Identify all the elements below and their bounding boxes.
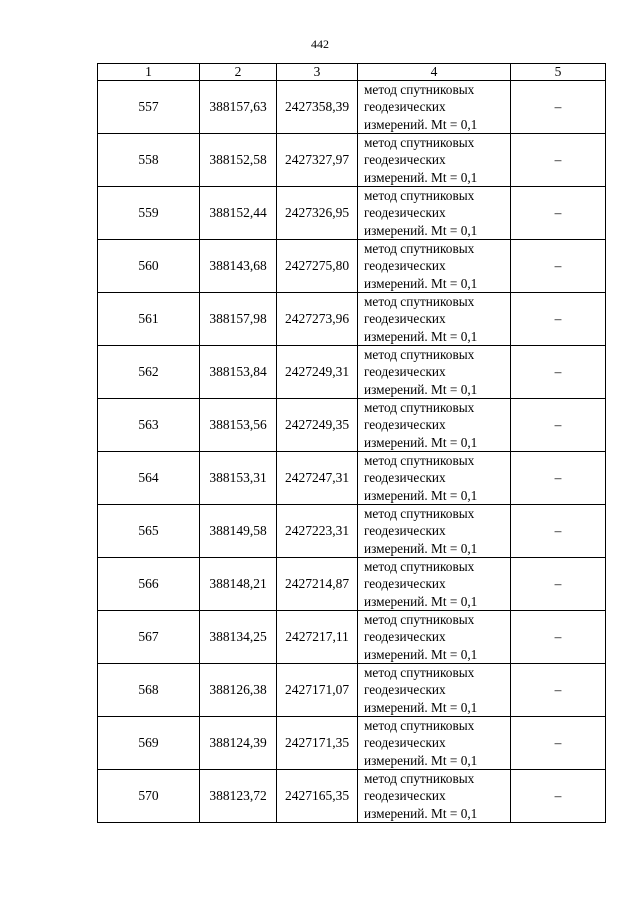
method-cell bbox=[358, 558, 511, 611]
point-number-cell: 569 bbox=[98, 717, 200, 770]
method-line-3: измерений. Mt = 0,1 bbox=[364, 116, 478, 132]
method-cell bbox=[358, 134, 511, 187]
point-number-cell: 566 bbox=[98, 558, 200, 611]
point-number-cell: 565 bbox=[98, 505, 200, 558]
table-row bbox=[98, 770, 606, 823]
method-line-3: измерений. Mt = 0,1 bbox=[364, 593, 478, 609]
description-cell: – bbox=[511, 558, 606, 611]
description-cell: – bbox=[511, 293, 606, 346]
method-line-3: измерений. Mt = 0,1 bbox=[364, 222, 478, 238]
method-line-1: метод спутниковых bbox=[364, 771, 475, 787]
method-line-1: метод спутниковых bbox=[364, 347, 475, 363]
method-line-3: измерений. Mt = 0,1 bbox=[364, 275, 478, 291]
method-line-3: измерений. Mt = 0,1 bbox=[364, 540, 478, 556]
table-row bbox=[98, 293, 606, 346]
point-number-cell: 563 bbox=[98, 399, 200, 452]
method-line-3: измерений. Mt = 0,1 bbox=[364, 169, 478, 185]
method-line-1: метод спутниковых bbox=[364, 718, 475, 734]
table-row bbox=[98, 187, 606, 240]
y-coordinate-cell: 2427223,31 bbox=[277, 505, 358, 558]
description-cell: – bbox=[511, 346, 606, 399]
method-line-2: геодезических bbox=[364, 152, 446, 168]
description-cell: – bbox=[511, 399, 606, 452]
table-row bbox=[98, 452, 606, 505]
table-row bbox=[98, 134, 606, 187]
description-cell: – bbox=[511, 240, 606, 293]
method-line-1: метод спутниковых bbox=[364, 506, 475, 522]
x-coordinate-cell: 388153,84 bbox=[200, 346, 277, 399]
y-coordinate-cell: 2427275,80 bbox=[277, 240, 358, 293]
y-coordinate-cell: 2427249,35 bbox=[277, 399, 358, 452]
x-coordinate-cell: 388157,98 bbox=[200, 293, 277, 346]
method-line-1: метод спутниковых bbox=[364, 612, 475, 628]
column-header-1: 1 bbox=[98, 64, 200, 81]
y-coordinate-cell: 2427273,96 bbox=[277, 293, 358, 346]
method-cell bbox=[358, 293, 511, 346]
y-coordinate-cell: 2427165,35 bbox=[277, 770, 358, 823]
description-cell: – bbox=[511, 611, 606, 664]
point-number-cell: 557 bbox=[98, 81, 200, 134]
method-line-2: геодезических bbox=[364, 576, 446, 592]
method-cell bbox=[358, 452, 511, 505]
column-header-5: 5 bbox=[511, 64, 606, 81]
point-number-cell: 568 bbox=[98, 664, 200, 717]
x-coordinate-cell: 388153,56 bbox=[200, 399, 277, 452]
method-line-1: метод спутниковых bbox=[364, 135, 475, 151]
table-row bbox=[98, 664, 606, 717]
method-line-2: геодезических bbox=[364, 205, 446, 221]
method-cell bbox=[358, 240, 511, 293]
x-coordinate-cell: 388157,63 bbox=[200, 81, 277, 134]
table-row bbox=[98, 346, 606, 399]
method-line-2: геодезических bbox=[364, 417, 446, 433]
method-cell bbox=[358, 770, 511, 823]
method-line-2: геодезических bbox=[364, 258, 446, 274]
method-line-2: геодезических bbox=[364, 629, 446, 645]
table-row bbox=[98, 717, 606, 770]
x-coordinate-cell: 388153,31 bbox=[200, 452, 277, 505]
method-cell bbox=[358, 346, 511, 399]
description-cell: – bbox=[511, 81, 606, 134]
method-line-1: метод спутниковых bbox=[364, 665, 475, 681]
y-coordinate-cell: 2427171,35 bbox=[277, 717, 358, 770]
method-line-2: геодезических bbox=[364, 682, 446, 698]
x-coordinate-cell: 388152,44 bbox=[200, 187, 277, 240]
method-line-3: измерений. Mt = 0,1 bbox=[364, 752, 478, 768]
x-coordinate-cell: 388143,68 bbox=[200, 240, 277, 293]
method-line-1: метод спутниковых bbox=[364, 82, 475, 98]
method-line-3: измерений. Mt = 0,1 bbox=[364, 434, 478, 450]
method-line-2: геодезических bbox=[364, 788, 446, 804]
method-line-3: измерений. Mt = 0,1 bbox=[364, 381, 478, 397]
method-cell bbox=[358, 81, 511, 134]
method-cell bbox=[358, 664, 511, 717]
x-coordinate-cell: 388148,21 bbox=[200, 558, 277, 611]
method-line-1: метод спутниковых bbox=[364, 294, 475, 310]
method-line-3: измерений. Mt = 0,1 bbox=[364, 487, 478, 503]
y-coordinate-cell: 2427326,95 bbox=[277, 187, 358, 240]
point-number-cell: 570 bbox=[98, 770, 200, 823]
table-row bbox=[98, 81, 606, 134]
method-line-3: измерений. Mt = 0,1 bbox=[364, 646, 478, 662]
method-line-1: метод спутниковых bbox=[364, 400, 475, 416]
point-number-cell: 564 bbox=[98, 452, 200, 505]
method-line-3: измерений. Mt = 0,1 bbox=[364, 328, 478, 344]
table-row bbox=[98, 399, 606, 452]
table-row bbox=[98, 240, 606, 293]
method-line-2: геодезических bbox=[364, 523, 446, 539]
method-line-1: метод спутниковых bbox=[364, 241, 475, 257]
method-cell bbox=[358, 187, 511, 240]
description-cell: – bbox=[511, 770, 606, 823]
description-cell: – bbox=[511, 717, 606, 770]
table-body bbox=[98, 81, 606, 823]
method-line-3: измерений. Mt = 0,1 bbox=[364, 699, 478, 715]
method-line-2: геодезических bbox=[364, 311, 446, 327]
point-number-cell: 562 bbox=[98, 346, 200, 399]
point-number-cell: 561 bbox=[98, 293, 200, 346]
column-header-4: 4 bbox=[358, 64, 511, 81]
point-number-cell: 560 bbox=[98, 240, 200, 293]
point-number-cell: 558 bbox=[98, 134, 200, 187]
description-cell: – bbox=[511, 134, 606, 187]
y-coordinate-cell: 2427358,39 bbox=[277, 81, 358, 134]
method-line-1: метод спутниковых bbox=[364, 453, 475, 469]
table-row bbox=[98, 611, 606, 664]
column-header-2: 2 bbox=[200, 64, 277, 81]
point-number-cell: 567 bbox=[98, 611, 200, 664]
column-header-3: 3 bbox=[277, 64, 358, 81]
table-header-row bbox=[98, 64, 606, 81]
x-coordinate-cell: 388126,38 bbox=[200, 664, 277, 717]
method-cell bbox=[358, 505, 511, 558]
point-number-cell: 559 bbox=[98, 187, 200, 240]
y-coordinate-cell: 2427171,07 bbox=[277, 664, 358, 717]
method-line-2: геодезических bbox=[364, 735, 446, 751]
table-row bbox=[98, 558, 606, 611]
coordinates-table bbox=[97, 63, 606, 823]
method-line-2: геодезических bbox=[364, 99, 446, 115]
x-coordinate-cell: 388134,25 bbox=[200, 611, 277, 664]
y-coordinate-cell: 2427247,31 bbox=[277, 452, 358, 505]
method-line-1: метод спутниковых bbox=[364, 559, 475, 575]
description-cell: – bbox=[511, 505, 606, 558]
y-coordinate-cell: 2427327,97 bbox=[277, 134, 358, 187]
method-cell bbox=[358, 717, 511, 770]
page-number: 442 bbox=[311, 37, 329, 51]
method-line-2: геодезических bbox=[364, 470, 446, 486]
table-row bbox=[98, 505, 606, 558]
method-cell bbox=[358, 399, 511, 452]
y-coordinate-cell: 2427214,87 bbox=[277, 558, 358, 611]
y-coordinate-cell: 2427249,31 bbox=[277, 346, 358, 399]
x-coordinate-cell: 388149,58 bbox=[200, 505, 277, 558]
description-cell: – bbox=[511, 187, 606, 240]
x-coordinate-cell: 388123,72 bbox=[200, 770, 277, 823]
method-line-3: измерений. Mt = 0,1 bbox=[364, 805, 478, 821]
x-coordinate-cell: 388152,58 bbox=[200, 134, 277, 187]
x-coordinate-cell: 388124,39 bbox=[200, 717, 277, 770]
method-cell bbox=[358, 611, 511, 664]
method-line-2: геодезических bbox=[364, 364, 446, 380]
method-line-1: метод спутниковых bbox=[364, 188, 475, 204]
y-coordinate-cell: 2427217,11 bbox=[277, 611, 358, 664]
description-cell: – bbox=[511, 664, 606, 717]
description-cell: – bbox=[511, 452, 606, 505]
